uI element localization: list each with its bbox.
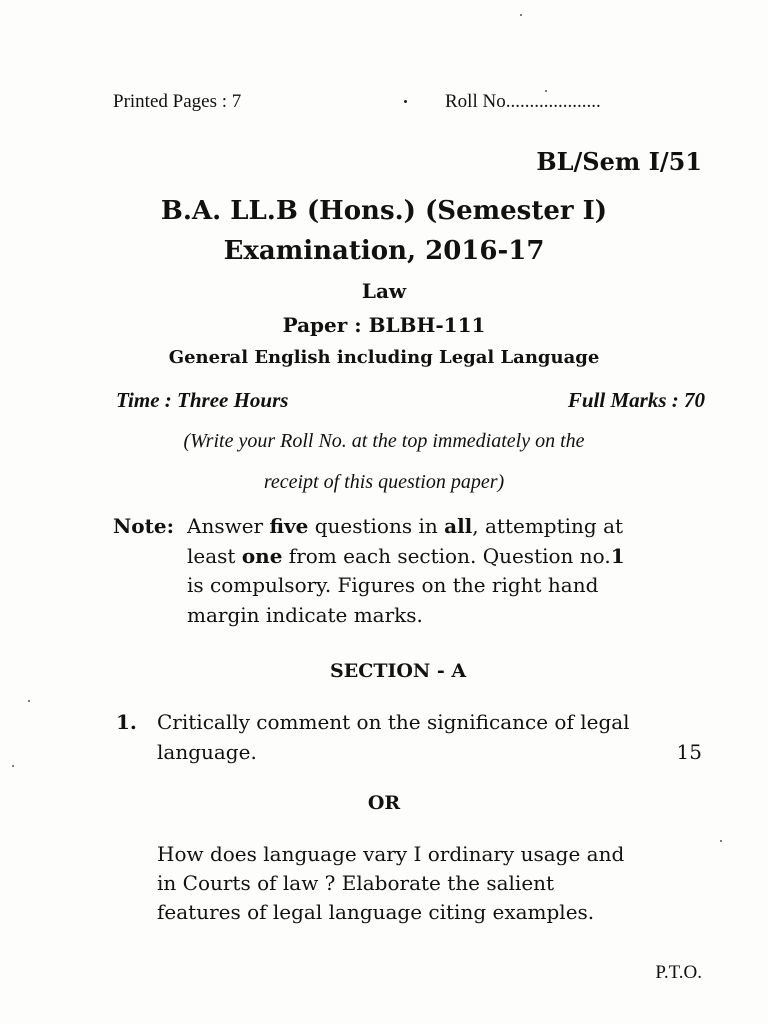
note-text: Answer — [187, 514, 270, 538]
note-text: , attempting at — [472, 514, 624, 538]
note-emphasis: all — [444, 514, 473, 538]
exam-time: Time : Three Hours — [116, 388, 289, 412]
page-turn-marker: P.T.O. — [655, 962, 702, 983]
course-name: General English including Legal Language — [168, 347, 600, 368]
full-marks: Full Marks : 70 — [567, 388, 705, 412]
scan-speck — [12, 765, 14, 767]
note-line-3: is compulsory. Figures on the right hand — [187, 573, 599, 597]
note-emphasis: five — [269, 514, 309, 538]
printed-pages: Printed Pages : 7 — [113, 91, 242, 112]
section-heading: SECTION - A — [330, 660, 467, 682]
scan-speck — [28, 700, 30, 702]
note-line-2 — [187, 544, 625, 568]
question-1-marks: 15 — [676, 740, 702, 764]
note-emphasis: one — [241, 544, 283, 568]
paper-code: BL/Sem I/51 — [536, 147, 702, 176]
note-text: least — [187, 544, 242, 568]
exam-title: B.A. LL.B (Hons.) (Semester I) — [160, 196, 608, 226]
paper-number: Paper : BLBH-111 — [282, 313, 486, 337]
scan-speck — [404, 100, 407, 103]
scan-speck — [720, 840, 722, 842]
alt-question-line-3: features of legal language citing examples. — [157, 900, 595, 924]
question-1-line-1: Critically comment on the significance of legal — [157, 710, 630, 734]
question-1-line-2: language. — [157, 740, 257, 764]
note-line-4: margin indicate marks. — [187, 603, 423, 627]
alt-question-line-1: How does language vary I ordinary usage and — [157, 842, 625, 866]
note-text: from each section. Question no. — [282, 544, 611, 568]
subject: Law — [361, 279, 407, 303]
instruction-line-1: (Write your Roll No. at the top immediately on the — [183, 430, 585, 452]
note-line-1 — [187, 514, 623, 538]
scan-speck — [520, 14, 522, 16]
question-number: 1. — [116, 710, 137, 734]
note-emphasis: 1 — [610, 544, 625, 568]
instruction-line-2: receipt of this question paper) — [263, 471, 505, 493]
note-text: questions in — [308, 514, 445, 538]
note-label: Note: — [113, 514, 174, 538]
alt-question-line-2: in Courts of law ? Elaborate the salient — [157, 871, 555, 895]
exam-year: Examination, 2016-17 — [223, 236, 545, 266]
roll-number-field: Roll No.................... — [445, 91, 601, 112]
or-separator: OR — [367, 792, 401, 814]
